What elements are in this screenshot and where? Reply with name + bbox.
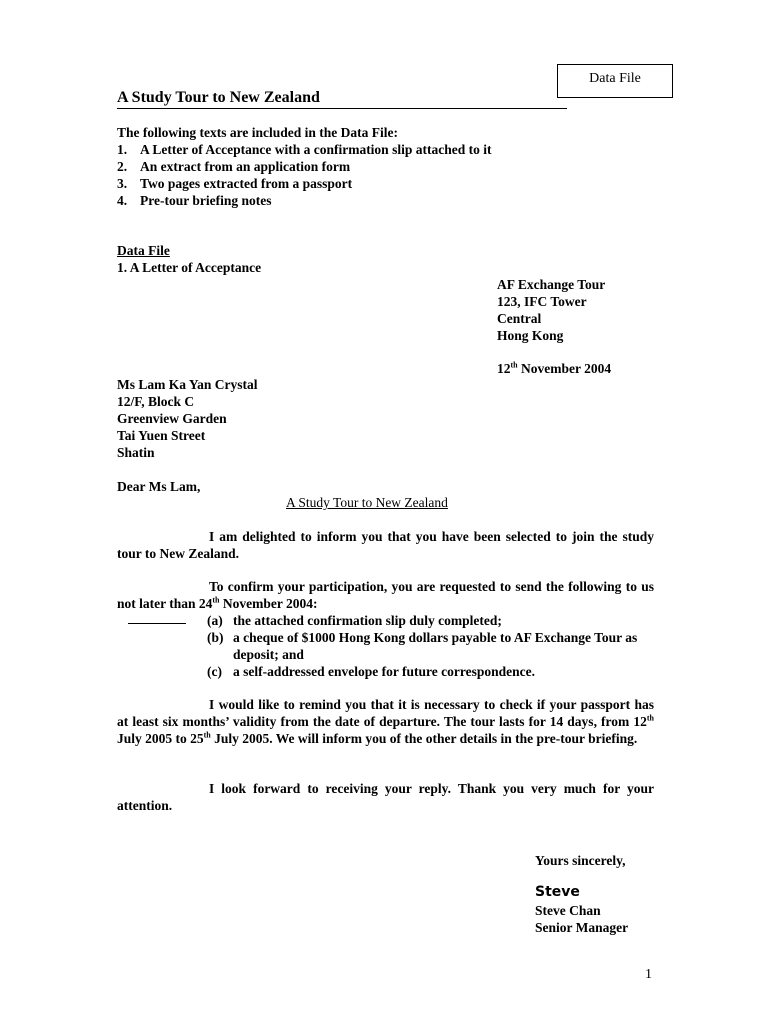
list-item-text: Pre-tour briefing notes <box>140 193 272 208</box>
list-item-number: 4. <box>117 193 128 208</box>
paragraph-2-text-end: November 2004: <box>219 596 318 611</box>
list-item-text: a cheque of $1000 Hong Kong dollars payable to AF Exchange Tour as deposit; and <box>233 630 638 662</box>
signer-name: Steve Chan <box>535 903 601 918</box>
list-item-number: 1. <box>117 142 128 157</box>
data-file-heading: Data File <box>117 243 170 258</box>
paragraph-2 <box>117 578 654 612</box>
paragraph-1: I am delighted to inform you that you have been selected to join the study tour to New Zealand. <box>117 529 654 561</box>
signer-block <box>535 902 628 936</box>
sender-address <box>497 276 605 344</box>
list-item <box>117 192 677 209</box>
date-suffix: th <box>510 360 518 370</box>
paragraph-3-text-end: July 2005. We will inform you of the other details in the pre-tour briefing. <box>210 731 638 746</box>
letter-date <box>497 360 611 377</box>
recipient-line: Shatin <box>117 445 155 460</box>
intro-lead: The following texts are included in the Data File: <box>117 125 398 140</box>
list-item-text: the attached confirmation slip duly completed; <box>233 613 502 628</box>
section-heading <box>117 242 261 276</box>
blank-line <box>128 623 186 624</box>
paragraph-3-text-mid: July 2005 to 25 <box>117 731 204 746</box>
letter-subject: A Study Tour to New Zealand <box>286 495 448 510</box>
list-item-label: (c) <box>207 664 222 679</box>
recipient-line: Ms Lam Ka Yan Crystal <box>117 377 258 392</box>
list-item <box>117 175 677 192</box>
list-item-label: (b) <box>207 630 224 645</box>
list-item-text: Two pages extracted from a passport <box>140 176 353 191</box>
date-suffix: th <box>203 730 211 740</box>
letter-subheading: 1. A Letter of Acceptance <box>117 260 262 275</box>
sender-line: AF Exchange Tour <box>497 277 606 292</box>
paragraph-3 <box>117 696 654 747</box>
sender-line: Central <box>497 311 542 326</box>
date-suffix: th <box>646 713 654 723</box>
paragraph-4: I look forward to receiving your reply. Thank you very much for your attention. <box>117 781 654 813</box>
list-item-label: (a) <box>207 613 223 628</box>
list-item <box>207 629 655 663</box>
page-title: A Study Tour to New Zealand <box>117 88 567 109</box>
enclosure-list <box>207 612 655 680</box>
list-item <box>207 663 655 680</box>
sender-line: 123, IFC Tower <box>497 294 587 309</box>
signer-title: Senior Manager <box>535 920 629 935</box>
paragraph-3-text: I would like to remind you that it is necessary to check if your passport has at least six months’ validity from the date of departure. The tour lasts for 14 days, from 12 <box>117 697 654 729</box>
recipient-address <box>117 376 258 461</box>
data-file-box: Data File <box>557 64 673 98</box>
page-number: 1 <box>645 967 652 982</box>
closing: Yours sincerely, <box>535 853 626 868</box>
date-suffix: th <box>212 595 220 605</box>
list-item-number: 3. <box>117 176 128 191</box>
paragraph-2-text: To confirm your participation, you are requested to send the following to us not later than 24 <box>117 579 654 611</box>
recipient-line: Greenview Garden <box>117 411 227 426</box>
date-rest: November 2004 <box>517 361 612 376</box>
list-item <box>117 158 677 175</box>
date-day: 12 <box>497 361 511 376</box>
intro-list <box>117 141 677 209</box>
list-item <box>117 141 677 158</box>
salutation: Dear Ms Lam, <box>117 479 201 494</box>
intro-section <box>117 124 677 209</box>
list-item-text: a self-addressed envelope for future correspondence. <box>233 664 535 679</box>
list-item-number: 2. <box>117 159 128 174</box>
recipient-line: Tai Yuen Street <box>117 428 206 443</box>
sender-line: Hong Kong <box>497 328 564 343</box>
list-item <box>207 612 655 629</box>
recipient-line: 12/F, Block C <box>117 394 195 409</box>
signature: Steve <box>535 884 580 900</box>
list-item-text: An extract from an application form <box>140 159 351 174</box>
list-item-text: A Letter of Acceptance with a confirmation slip attached to it <box>140 142 492 157</box>
